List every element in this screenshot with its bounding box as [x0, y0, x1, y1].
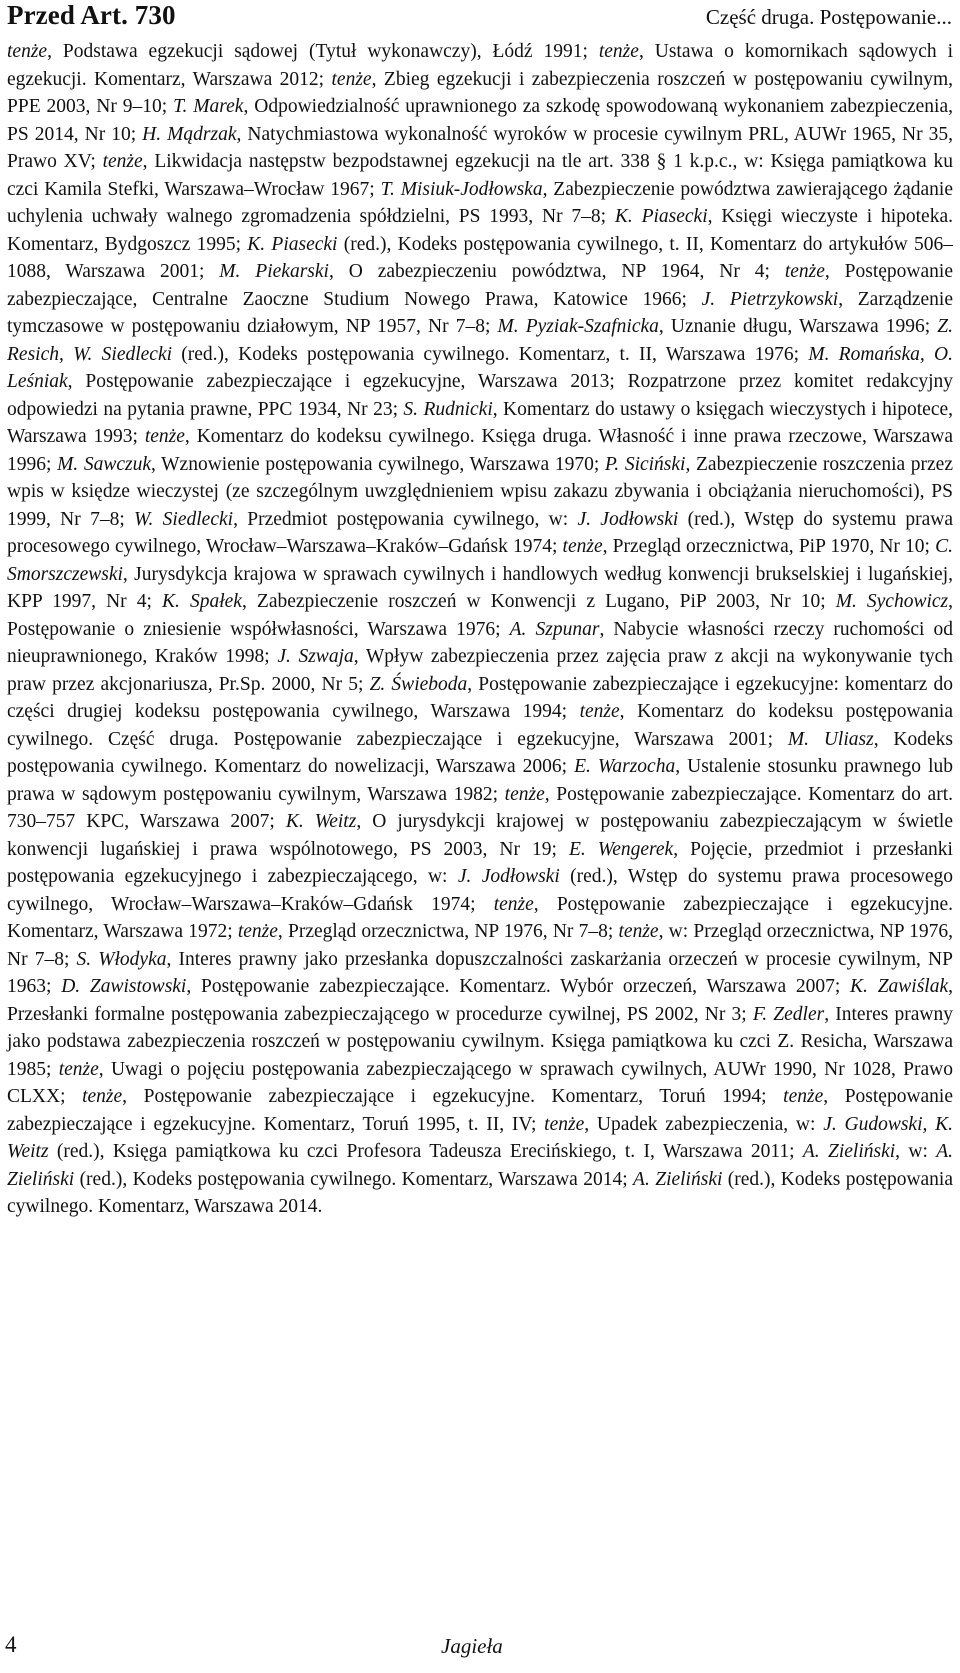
- entry-author: M. Romańska, O. Leśniak: [7, 343, 953, 392]
- entry-author: M. Pyziak-Szafnicka: [497, 316, 659, 337]
- entry-title: , Likwidacja następstw bezpodstawnej egzekucji na tle art. 338 § 1 k.p.c., w: Księga pamiątkowa ku czci Kamila Stefki, Warszawa–Wrocław 1967;: [7, 151, 953, 200]
- entry-title: , Uwagi o pojęciu postępowania zabezpieczającego w sprawach cywilnych, AUWr 1990, Nr 1028, Prawo CLXX;: [7, 1058, 953, 1107]
- entry-title: (red.), Kodeks postępowania cywilnego. Komentarz, Warszawa 2014.: [7, 1168, 953, 1217]
- entry-title: , Wpływ zabezpieczenia przez zajęcia praw z akcji na wykonywanie tych praw przez akcjonariusza, Pr.Sp. 2000, Nr 5;: [7, 646, 953, 695]
- entry-title: , Przegląd orzecznictwa, NP 1976, Nr 7–8;: [277, 921, 619, 942]
- entry-title: , Przedmiot postępowania cywilnego, w:: [233, 508, 578, 530]
- entry-title: , Postępowanie zabezpieczające i egzekucyjne: komentarz do części drugiej kodeksu postępowania cywilnego, Warszawa 1994;: [7, 673, 953, 722]
- entry-tenze: tenże: [58, 1058, 99, 1080]
- entry-title: , Postępowanie zabezpieczające. Komentarz. Wybór orzeczeń, Warszawa 2007;: [186, 976, 851, 997]
- entry-title: , Odpowiedzialność uprawnionego za szkodę spowodowaną wykonaniem zabezpieczenia, PS 2014, Nr 10;: [7, 96, 953, 145]
- entry-title: , Ustalenie stosunku prawnego lub prawa w sądowym postępowaniu cywilnym, Warszawa 1982;: [7, 756, 953, 805]
- section-heading: Część druga. Postępowanie...: [705, 5, 952, 29]
- entry-author: K. Weitz: [285, 811, 357, 832]
- entry-author: C. Smorszczewski: [7, 536, 953, 585]
- entry-tenze: tenże: [504, 783, 545, 805]
- entry-author: E. Warzocha: [574, 756, 676, 777]
- entry-author: A. Szpunar: [509, 618, 600, 640]
- entry-title: , Upadek zabezpieczenia, w:: [584, 1113, 824, 1135]
- entry-author: J. Gudowski, K. Weitz: [7, 1113, 954, 1162]
- bibliography-entry: [544, 1114, 823, 1135]
- entry-author: J. Jodłowski: [457, 866, 560, 887]
- bibliography-entry: [57, 454, 605, 475]
- bibliography-entry: [82, 1086, 783, 1107]
- entry-tenze: tenże: [579, 701, 620, 722]
- bibliography-entry: [238, 921, 619, 942]
- entry-author: K. Spałek: [162, 591, 242, 612]
- entry-tenze: tenże: [144, 426, 185, 447]
- entry-title: , O jurysdykcji krajowej w postępowaniu zabezpieczającym w świetle konwencji lugańskiej i prawa wspólnotowego, PS 2003, Nr 19;: [7, 811, 953, 860]
- entry-title: , Postępowanie zabezpieczające i egzekucyjne, Warszawa 2013; Rozpatrzone przez komitet redakcyjny odpowiedzi na pytania prawne, PPC 1934, Nr 23;: [7, 371, 953, 420]
- entry-tenze: tenże: [102, 151, 143, 172]
- entry-title: (red.), Kodeks postępowania cywilnego, t. II, Komentarz do artykułów 506–1088, Warszawa 2001;: [7, 233, 954, 282]
- entry-tenze: tenże: [331, 68, 372, 90]
- entry-title: , Postępowanie zabezpieczające. Komentarz do art. 730–757 KPC, Warszawa 2007;: [7, 783, 953, 832]
- footer-author: Jagieła: [441, 1634, 503, 1658]
- entry-title: , Interes prawny jako przesłanka dopuszczalności zaskarżania orzeczeń w procesie cywilnym, NP 1963;: [7, 948, 953, 997]
- entry-author: M. Sychowicz: [835, 591, 949, 612]
- entry-tenze: tenże: [7, 41, 48, 62]
- entry-author: K. Piasecki: [614, 206, 708, 227]
- page-number: 4: [5, 1632, 17, 1657]
- entry-author: A. Zieliński: [7, 1141, 954, 1190]
- entry-title: , Nabycie własności rzeczy ruchomości od nieuprawnionego, Kraków 1998;: [7, 618, 953, 667]
- entry-author: T. Marek: [173, 96, 244, 117]
- entry-title: , Interes prawny jako podstawa zabezpieczenia roszczeń w postępowaniu cywilnym. Księga pamiątkowa ku czci Z. Resicha, Warszawa 1985;: [7, 1003, 953, 1080]
- entry-title: (red.), Księga pamiątkowa ku czci Profesora Tadeusza Erecińskiego, t. I, Warszawa 2011;: [48, 1141, 803, 1162]
- entry-tenze: tenże: [237, 921, 278, 942]
- bibliography-entry: [219, 261, 785, 282]
- article-heading: Przed Art. 730: [7, 0, 176, 30]
- entry-title: (red.), Kodeks postępowania cywilnego. Komentarz, Warszawa 2014;: [74, 1168, 634, 1190]
- entry-title: , Jurysdykcja krajowa w sprawach cywilnych i handlowych według konwencji brukselskiej i lugańskiej, KPP 1997, Nr 4;: [7, 563, 953, 612]
- bibliography-paragraph: [7, 38, 953, 1221]
- entry-author: M. Uliasz: [787, 728, 874, 750]
- entry-author: A. Zieliński: [633, 1168, 723, 1190]
- bibliography-entry: [497, 316, 937, 337]
- entry-title: (red.), Kodeks postępowania cywilnego. Komentarz, t. II, Warszawa 1976;: [172, 343, 809, 365]
- bibliography-entry: [134, 509, 577, 530]
- entry-author: M. Sawczuk: [57, 453, 151, 475]
- entry-author: E. Wengerek: [568, 838, 674, 860]
- entry-title: (red.), Wstęp do systemu prawa procesowego cywilnego, Wrocław–Warszawa–Kraków–Gdańsk 1974;: [7, 508, 954, 557]
- entry-title: , Komentarz do ustawy o księgach wieczystych i hipotece, Warszawa 1993;: [7, 398, 954, 447]
- bibliography-entry: [162, 591, 836, 612]
- entry-title: , Pojęcie, przedmiot i przesłanki postępowania egzekucyjnego i zabezpieczającego, w:: [7, 838, 953, 887]
- entry-title: , Kodeks postępowania cywilnego. Komentarz do nowelizacji, Warszawa 2006;: [7, 728, 954, 777]
- entry-tenze: tenże: [784, 261, 825, 282]
- entry-tenze: tenże: [562, 536, 603, 557]
- entry-author: Z. Resich, W. Siedlecki: [7, 316, 953, 365]
- entry-author: J. Szwaja: [277, 646, 354, 667]
- entry-title: , Postępowanie o zniesienie współwłasności, Warszawa 1976;: [7, 591, 954, 640]
- entry-author: S. Rudnicki: [403, 398, 493, 420]
- entry-title: , Wznowienie postępowania cywilnego, Warszawa 1970;: [150, 453, 605, 475]
- entry-title: , Przegląd orzecznictwa, PiP 1970, Nr 10;: [602, 536, 936, 557]
- entry-author: J. Pietrzykowski: [701, 288, 839, 310]
- entry-author: A. Zieliński: [802, 1141, 896, 1162]
- entry-title: , Ustawa o komornikach sądowych i egzekucji. Komentarz, Warszawa 2012;: [7, 41, 953, 90]
- bibliography-entry: [563, 536, 936, 557]
- entry-title: , Natychmiastowa wykonalność wyroków w procesie cywilnym PRL, AUWr 1965, Nr 35, Prawo XV;: [7, 123, 953, 172]
- entry-title: , Podstawa egzekucji sądowej (Tytuł wykonawczy), Łódź 1991;: [47, 41, 599, 62]
- entry-title: , Przesłanki formalne postępowania zabezpieczającego w procedurze cywilnej, PS 2002, Nr 3;: [7, 976, 953, 1025]
- entry-title: (red.), Wstęp do systemu prawa procesowego cywilnego, Wrocław–Warszawa–Kraków–Gdańsk 1974;: [7, 866, 953, 915]
- entry-title: , Postępowanie zabezpieczające i egzekucyjne. Komentarz, Warszawa 1972;: [7, 893, 953, 942]
- entry-tenze: tenże: [618, 921, 659, 942]
- entry-author: S. Włodyka: [76, 948, 167, 970]
- entry-author: J. Jodłowski: [577, 508, 679, 530]
- entry-author: Z. Świeboda: [369, 673, 468, 695]
- entry-title: , Zabezpieczenie roszczeń w Konwencji z Lugano, PiP 2003, Nr 10;: [241, 591, 836, 612]
- running-head: [7, 0, 952, 34]
- entry-tenze: tenże: [544, 1113, 585, 1135]
- entry-title: , w:: [895, 1141, 937, 1162]
- entry-title: , Postępowanie zabezpieczające i egzekucyjne. Komentarz, Toruń 1994;: [122, 1086, 784, 1107]
- entry-title: , Postępowanie zabezpieczające i egzekucyjne. Komentarz, Toruń 1995, t. II, IV;: [7, 1086, 954, 1135]
- entry-author: D. Zawistowski: [61, 976, 187, 997]
- entry-title: , Komentarz do kodeksu cywilnego. Księga druga. Własność i inne prawa rzeczowe, Warszawa 1996;: [7, 426, 954, 475]
- entry-title: , Księgi wieczyste i hipoteka. Komentarz, Bydgoszcz 1995;: [7, 206, 953, 255]
- entry-tenze: tenże: [783, 1086, 824, 1107]
- entry-title: , Postępowanie zabezpieczające, Centralne Zaoczne Studium Nowego Prawa, Katowice 1966;: [7, 261, 953, 310]
- entry-tenze: tenże: [82, 1086, 123, 1107]
- entry-tenze: tenże: [598, 41, 639, 62]
- bibliography-entry: [7, 41, 599, 62]
- entry-title: , O zabezpieczeniu powództwa, NP 1964, Nr 4;: [328, 261, 785, 282]
- entry-title: , Zabezpieczenie powództwa zawierającego żądanie uchylenia uchwały walnego zgromadzenia spółdzielni, PS 1993, Nr 7–8;: [7, 178, 954, 227]
- entry-author: W. Siedlecki: [134, 508, 234, 530]
- entry-author: F. Zedler: [752, 1003, 825, 1025]
- entry-title: , Zabezpieczenie roszczenia przez wpis w księdze wieczystej (ze szczególnym uwzględnieniem wpisu zakazu zbywania i obciążania nieruchomości), PS 1999, Nr 7–8;: [7, 453, 953, 530]
- entry-author: K. Piasecki: [247, 233, 338, 255]
- entry-title: , Zarządzenie tymczasowe w postępowaniu działowym, NP 1957, Nr 7–8;: [7, 288, 954, 337]
- entry-author: H. Mądrzak: [142, 123, 237, 145]
- entry-title: , Zbieg egzekucji i zabezpieczenia roszczeń w postępowaniu cywilnym, PPE 2003, Nr 9–10;: [7, 68, 953, 117]
- entry-title: , Komentarz do kodeksu postępowania cywilnego. Część druga. Postępowanie zabezpieczające i egzekucyjne, Warszawa 2001;: [7, 701, 954, 750]
- entry-author: K. Zawiślak: [850, 976, 949, 997]
- entry-author: M. Piekarski: [219, 261, 329, 282]
- entry-tenze: tenże: [493, 893, 534, 915]
- entry-title: , Uznanie długu, Warszawa 1996;: [658, 316, 938, 337]
- entry-author: T. Misiuk-Jodłowska: [380, 178, 543, 200]
- bibliography-entry: [61, 976, 850, 997]
- bibliography-entry: [803, 1141, 936, 1162]
- entry-author: P. Siciński: [604, 453, 686, 475]
- entry-title: , w: Przegląd orzecznictwa, NP 1976, Nr 7–8;: [7, 921, 954, 970]
